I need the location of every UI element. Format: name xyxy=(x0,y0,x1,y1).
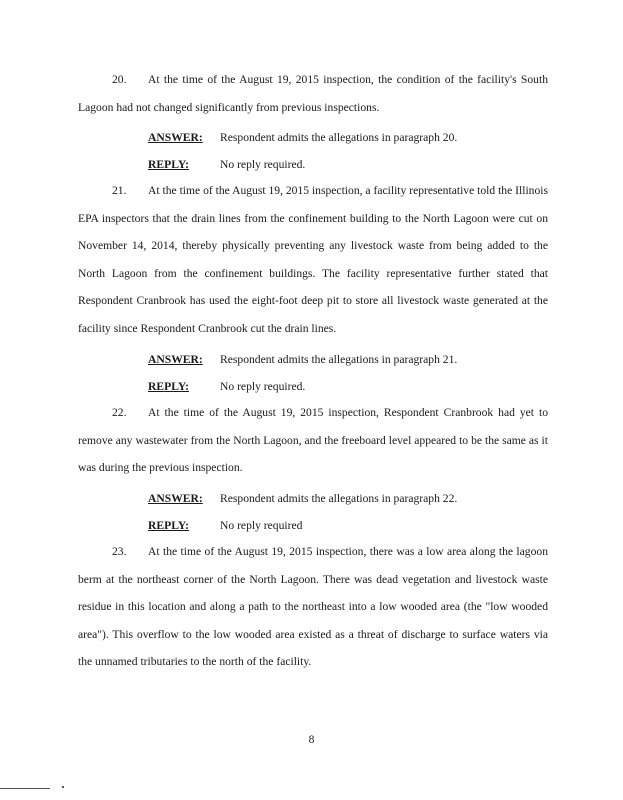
reply-text: No reply required. xyxy=(220,158,306,171)
answer-20 xyxy=(148,130,457,146)
answer-label: ANSWER: xyxy=(148,131,203,144)
answer-text: Respondent admits the allegations in paragraph 22. xyxy=(220,492,458,505)
answer-text: Respondent admits the allegations in paragraph 20. xyxy=(220,131,458,144)
answer-text: Respondent admits the allegations in paragraph 21. xyxy=(220,353,458,366)
paragraph-text: At the time of the August 19, 2015 inspection, the condition of the facility's South Lagoon had not changed significantly from previous inspections. xyxy=(78,73,548,114)
reply-22 xyxy=(148,518,302,534)
page-number: 8 xyxy=(308,733,315,746)
footer-rule xyxy=(0,788,50,789)
reply-text: No reply required. xyxy=(220,380,306,393)
paragraph-22 xyxy=(78,399,548,482)
paragraph-text: At the time of the August 19, 2015 inspection, Respondent Cranbrook had yet to remove any wastewater from the North Lagoon, and the freeboard level appeared to be the same as it was during the previous inspection. xyxy=(78,406,548,475)
paragraph-text: At the time of the August 19, 2015 inspection, a facility representative told the Illinois EPA inspectors that the drain lines from the confinement building to the North Lagoon were cut on November 14, 2014, thereby physically preventing any livestock waste from being added to the North Lagoon from the confinement buildings. The facility representative further stated that Respondent Cranbrook has used the eight-foot deep pit to store all livestock waste generated at the facility since Respondent Cranbrook cut the drain lines. xyxy=(78,184,548,335)
paragraph-number: 20. xyxy=(112,73,127,86)
reply-label: REPLY: xyxy=(148,380,190,393)
answer-22 xyxy=(148,491,457,507)
reply-text: No reply required xyxy=(220,519,303,532)
answer-21 xyxy=(148,352,457,368)
reply-20 xyxy=(148,157,305,173)
paragraph-20 xyxy=(78,66,548,121)
answer-label: ANSWER: xyxy=(148,492,203,505)
paragraph-number: 21. xyxy=(112,184,127,197)
paragraph-text: At the time of the August 19, 2015 inspection, there was a low area along the lagoon berm at the northeast corner of the North Lagoon. There was dead vegetation and livestock waste residue in this location and along a path to the northeast into a low wooded area (the "low wooded area"). This overflow to the low wooded area existed as a threat of discharge to surface waters via the unnamed tributaries to the north of the facility. xyxy=(78,545,548,669)
reply-label: REPLY: xyxy=(148,158,190,171)
reply-label: REPLY: xyxy=(148,519,190,532)
paragraph-number: 22. xyxy=(112,406,127,419)
paragraph-21 xyxy=(78,177,548,343)
paragraph-23 xyxy=(78,538,548,676)
answer-label: ANSWER: xyxy=(148,353,203,366)
paragraph-number: 23. xyxy=(112,545,127,558)
footer-mark xyxy=(62,786,64,788)
reply-21 xyxy=(148,379,305,395)
